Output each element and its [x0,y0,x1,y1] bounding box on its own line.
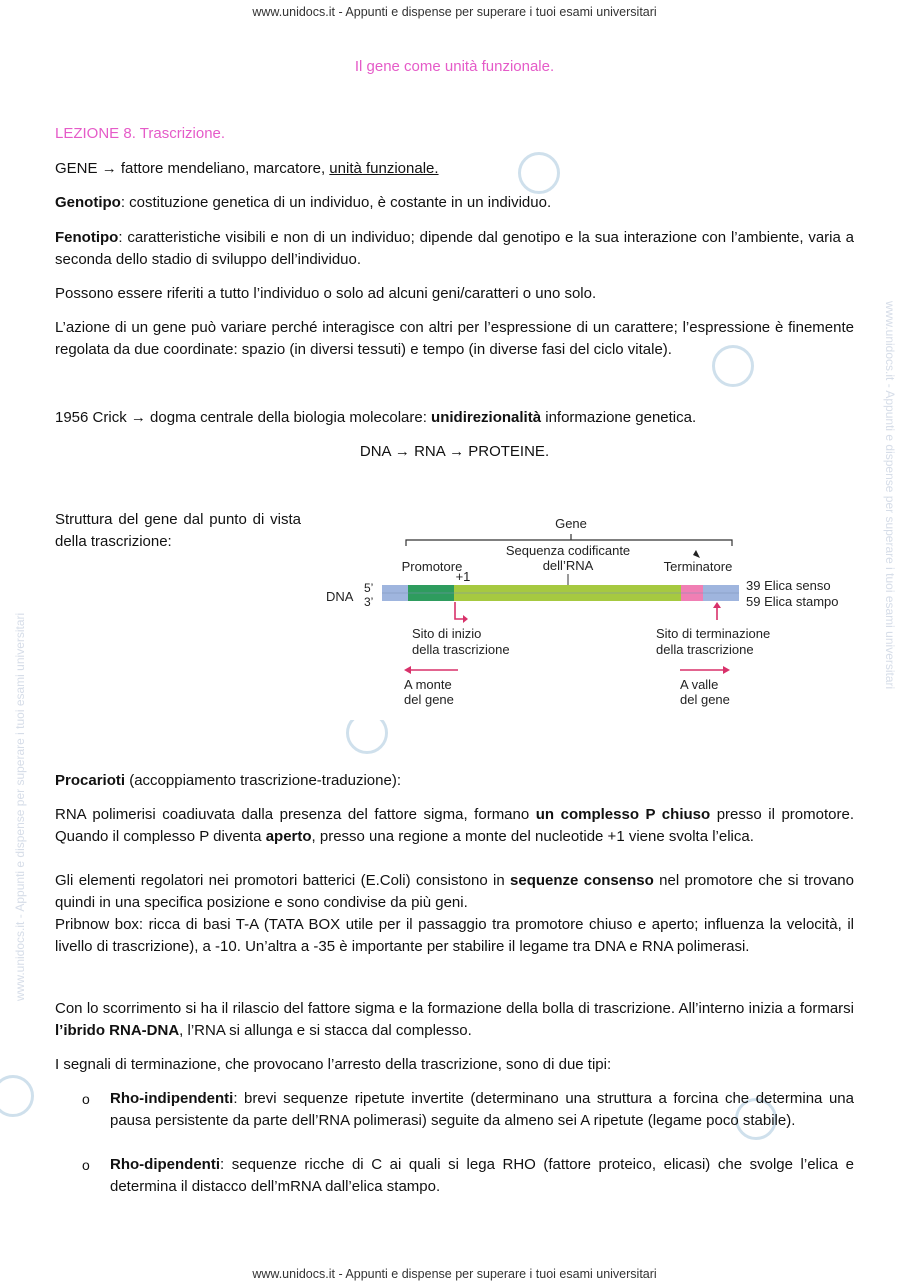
three-prime-label: 3’ [364,595,374,609]
upstream-label-1: A monte [404,677,452,692]
elementi-paragraph: Gli elementi regolatori nei promotori batterici (E.Coli) consistono in sequenze consenso nel promotore che si trovano quindi in una specifica posizione e sono condivise da più geni. [55,872,854,911]
underlined-term: unità funzionale. [329,160,439,177]
gene-label: Gene [555,516,587,531]
watermark-left: www.unidocs.it - Appunti e dispense per superare i tuoi esami universitari [13,612,27,1001]
stop-site-label-2: della trascrizione [656,642,754,657]
coding-seq-label-2: dell’RNA [542,558,594,573]
terminator-label: Terminatore [663,559,733,574]
start-site-label-2: della trascrizione [412,642,510,657]
procarioti-heading: Procarioti (accoppiamento trascrizione-traduzione): [55,772,401,789]
azione-paragraph: L’azione di un gene può variare perché interagisce con altri per l’espressione di un carattere; l’espressione è finemente regolata da due coordinate: spazio (in diversi tessuti) e tempo (in diverse fasi del ciclo vitale). [55,319,854,358]
plus-one-label: +1 [455,569,471,584]
page-title: Il gene come unità funzionale. [354,58,555,75]
lesson-heading: LEZIONE 8. Trascrizione. [55,125,226,142]
upstream-label-2: del gene [404,692,454,707]
fenotipo-paragraph: Fenotipo: caratteristiche visibili e non di un individuo; dipende dal genotipo e la sua interazione con l’ambiente, varia a seconda dello stadio di sviluppo dell’individuo. [55,229,854,268]
central-dogma: DNA → RNA → PROTEINE. [359,443,550,460]
genotipo-paragraph: Genotipo: costituzione genetica di un individuo, è costante in un individuo. [55,194,552,211]
watermark-right: www.unidocs.it - Appunti e dispense per superare i tuoi esami universitari [883,301,897,690]
arrow-icon: → [449,443,465,460]
rna-pol-paragraph: RNA polimerisi coadiuvata dalla presenza del fattore sigma, formano un complesso P chiuso presso il promotore. Quando il complesso P diventa aperto, presso una regione a monte del nucleotide +1 viene svolta l’elica. [55,806,854,845]
list-item: Rho-dipendenti: sequenze ricche di C ai quali si lega RHO (fattore proteico, elicasi) che svolge l’elica e determina il distacco dell’mRNA dall’elica stampo. [110,1156,854,1195]
downstream-label-1: A valle [680,677,719,692]
template-strand-label: 59 Elica stampo [746,594,839,609]
five-prime-label: 5’ [364,581,374,595]
crick-paragraph: 1956 Crick → dogma centrale della biologia molecolare: unidirezionalità informazione genetica. [55,409,697,426]
bullet-marker: o [82,1091,90,1107]
pribnow-paragraph: Pribnow box: ricca di basi T-A (TATA BOX utile per il passaggio tra promotore chiuso e aperto; influenza la velocità, il livello di trascrizione), a -10. Un’altra a -35 è importante per stabilire il legame tra DNA e RNA polimerasi. [55,916,854,955]
gene-line: GENE → fattore mendeliano, marcatore, unità funzionale. [55,160,439,177]
arrow-icon: → [394,443,410,460]
start-site-label-1: Sito di inizio [412,626,482,641]
gene-structure-figure [322,508,850,720]
page-header[interactable]: www.unidocs.it - Appunti e dispense per superare i tuoi esami universitari [252,5,657,19]
coding-seq-label-1: Sequenza codificante [505,543,631,558]
riferiti-paragraph: Possono essere riferiti a tutto l’individuo o solo ad alcuni geni/caratteri o uno solo. [55,285,597,302]
dna-label: DNA [326,589,354,604]
scorrimento-paragraph: Con lo scorrimento si ha il rilascio del fattore sigma e la formazione della bolla di trascrizione. All’interno inizia a formarsi l’ibrido RNA-DNA, l’RNA si allunga e si stacca dal complesso. [55,1000,854,1039]
stop-site-label-1: Sito di terminazione [656,626,771,641]
struttura-caption: Struttura del gene dal punto di vista della trascrizione: [55,511,301,550]
sense-strand-label: 39 Elica senso [746,578,831,593]
arrow-icon: → [101,160,117,177]
bullet-marker: o [82,1157,90,1173]
arrow-icon: → [130,409,146,426]
list-item: Rho-indipendenti: brevi sequenze ripetute invertite (determinano una struttura a forcina che determina una pausa persistente da parte dell’RNA polimerasi) seguite da almeno sei A ripetute (legame poco stabile). [110,1090,854,1129]
gene-label: GENE [55,160,98,177]
segnali-paragraph: I segnali di terminazione, che provocano l’arresto della trascrizione, sono di due tipi: [55,1056,612,1073]
downstream-label-2: del gene [680,692,730,707]
unidocs-logo-icon [0,1075,34,1117]
page-footer[interactable]: www.unidocs.it - Appunti e dispense per superare i tuoi esami universitari [252,1267,657,1281]
promoter-label: Promotore [401,559,463,574]
